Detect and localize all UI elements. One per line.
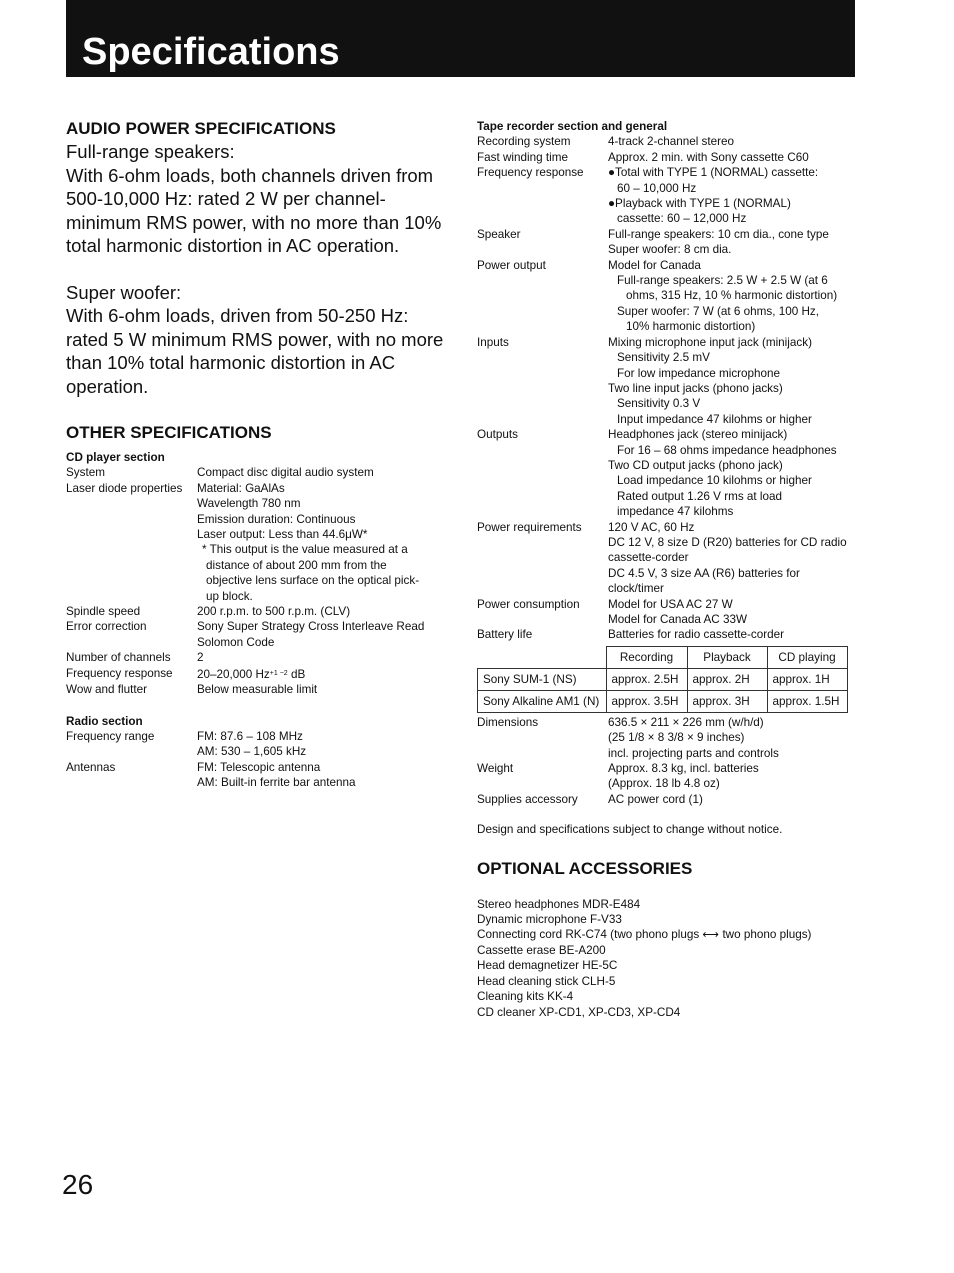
spec-row	[477, 792, 857, 807]
spec-label: Laser diode properties	[66, 481, 183, 495]
spec-value: impedance 47 kilohms	[617, 505, 734, 519]
spec-value: 120 V AC, 60 Hz	[608, 520, 695, 534]
spec-label: Dimensions	[477, 715, 539, 729]
spec-row	[66, 729, 446, 760]
spec-value: Batteries for radio cassette-corder	[608, 628, 785, 642]
spec-value: Model for Canada AC 33W	[608, 613, 748, 626]
spec-value: incl. projecting parts and controls	[608, 746, 779, 760]
spec-value: Super woofer: 8 cm dia.	[608, 243, 732, 257]
spec-value: AM: 530 – 1,605 kHz	[197, 745, 307, 759]
spec-row	[477, 258, 857, 335]
spec-label: System	[66, 466, 105, 480]
spec-value: Sensitivity 0.3 V	[617, 397, 701, 411]
cd-section-title: CD player section	[66, 451, 165, 464]
table-header-cell: Playback	[687, 646, 767, 668]
tape-section-title: Tape recorder section and general	[477, 120, 668, 133]
spec-label: Frequency response	[477, 166, 584, 180]
spec-value: Two line input jacks (phono jacks)	[608, 381, 783, 395]
spec-label: Error correction	[66, 620, 147, 634]
table-cell: approx. 2H	[687, 668, 767, 690]
spec-value: ●Total with TYPE 1 (NORMAL) cassette:	[608, 166, 819, 180]
spec-row	[477, 520, 857, 597]
title-bar	[66, 0, 855, 77]
spec-row	[66, 650, 446, 665]
table-cell: approx. 3.5H	[606, 690, 687, 712]
spec-value: Model for USA AC 27 W	[608, 597, 733, 611]
spec-value: Approx. 2 min. with Sony cassette C60	[608, 150, 809, 164]
list-item: Head demagnetizer HE-5C	[477, 959, 618, 973]
change-notice: Design and specifications subject to change without notice.	[477, 823, 783, 837]
spec-value: DC 12 V, 8 size D (R20) batteries for CD radio	[608, 535, 847, 549]
spec-value: AM: Built-in ferrite bar antenna	[197, 776, 356, 790]
spec-value: FM: 87.6 – 108 MHz	[197, 729, 303, 743]
table-cell: approx. 1H	[767, 668, 847, 690]
spec-value: Full-range speakers: 10 cm dia., cone type	[608, 227, 829, 241]
spec-row	[477, 134, 857, 149]
spec-value: Mixing microphone input jack (minijack)	[608, 335, 812, 349]
spec-value: 20–20,000 Hz	[197, 667, 270, 681]
spec-value: 4-track 2-channel stereo	[608, 135, 735, 149]
spec-label: Fast winding time	[477, 150, 568, 164]
spec-label: Recording system	[477, 135, 571, 149]
full-range-text: With 6-ohm loads, both channels driven from 500-10,000 Hz: rated 2 W per channel-minimum RMS power, with no more than 10% total harmonic distortion in AC operation.	[66, 164, 442, 256]
laser-footnote: * This output is the value measured at a distance of about 200 mm from the objective lens surface on the optical pick-up block.	[202, 543, 420, 603]
list-item: CD cleaner XP-CD1, XP-CD3, XP-CD4	[477, 1005, 681, 1019]
left-column	[66, 118, 446, 791]
spec-value: For low impedance microphone	[617, 366, 781, 380]
spec-label: Battery life	[477, 628, 533, 642]
spec-label: Outputs	[477, 428, 518, 442]
spec-value: Super woofer: 7 W (at 6 ohms, 100 Hz,	[617, 304, 820, 318]
spec-row	[477, 165, 857, 227]
spec-row	[477, 150, 857, 165]
table-header-cell: Recording	[606, 646, 687, 668]
optional-accessories-heading: OPTIONAL ACCESSORIES	[477, 858, 693, 878]
spec-value: DC 4.5 V, 3 size AA (R6) batteries for	[608, 566, 800, 580]
spec-row	[66, 682, 446, 697]
spec-value: Sensitivity 2.5 mV	[617, 351, 710, 365]
table-cell: approx. 2.5H	[606, 668, 687, 690]
spec-value: Full-range speakers: 2.5 W + 2.5 W (at 6	[617, 274, 828, 288]
other-specs-heading: OTHER SPECIFICATIONS	[66, 423, 272, 442]
audio-power-body	[66, 140, 446, 398]
spec-value: 200 r.p.m. to 500 r.p.m. (CLV)	[197, 605, 351, 619]
tolerance: +1 −2	[269, 669, 288, 677]
page-title: Specifications	[82, 31, 340, 73]
spec-row	[66, 465, 446, 480]
spec-value: (25 1/8 × 8 3/8 × 9 inches)	[608, 731, 745, 745]
spec-value: Rated output 1.26 V rms at load	[617, 489, 783, 503]
spec-value: Headphones jack (stereo minijack)	[608, 428, 788, 442]
table-row	[478, 668, 848, 690]
spec-value: Approx. 8.3 kg, incl. batteries	[608, 762, 759, 776]
spec-value: Input impedance 47 kilohms or higher	[617, 412, 812, 426]
spec-value: Material: GaAlAs	[197, 481, 285, 495]
spec-label: Antennas	[66, 760, 116, 774]
spec-value: Model for Canada	[608, 258, 701, 272]
spec-row	[66, 604, 446, 619]
page-number: 26	[62, 1169, 94, 1200]
spec-value: Load impedance 10 kilohms or higher	[617, 474, 812, 488]
audio-power-heading: AUDIO POWER SPECIFICATIONS	[66, 119, 336, 138]
table-cell: approx. 3H	[687, 690, 767, 712]
spec-value: For 16 – 68 ohms impedance headphones	[617, 443, 837, 457]
woofer-text: With 6-ohm loads, driven from 50-250 Hz: rated 5 W minimum RMS power, with no more than 10% total harmonic distortion in AC operation.	[66, 305, 444, 397]
spec-value: Two CD output jacks (phono jack)	[608, 458, 783, 472]
full-range-label: Full-range speakers:	[66, 141, 235, 162]
spec-label: Frequency range	[66, 729, 155, 743]
battery-life-table	[477, 646, 848, 713]
spec-label: Weight	[477, 762, 514, 776]
spec-value: cassette: 60 – 12,000 Hz	[617, 212, 747, 226]
spec-label: Inputs	[477, 335, 509, 349]
woofer-label: Super woofer:	[66, 281, 182, 303]
spec-label: Power requirements	[477, 520, 582, 534]
spec-label: Supplies accessory	[477, 792, 578, 806]
spec-value: 2	[197, 651, 204, 665]
list-item: Cassette erase BE-A200	[477, 943, 606, 957]
spec-value: ohms, 315 Hz, 10 % harmonic distortion)	[626, 289, 838, 303]
spec-label: Number of channels	[66, 651, 171, 665]
spec-label: Power output	[477, 258, 546, 272]
spec-row	[477, 627, 857, 642]
accessory-list	[477, 897, 857, 1020]
spec-row	[66, 666, 446, 682]
spec-value: Wavelength 780 nm	[197, 497, 301, 511]
spec-row	[477, 335, 857, 427]
spec-row	[477, 597, 857, 628]
spec-value: Compact disc digital audio system	[197, 466, 374, 480]
list-item: Stereo headphones MDR-E484	[477, 897, 641, 911]
table-cell: Sony SUM-1 (NS)	[478, 668, 607, 690]
spec-row	[477, 715, 857, 761]
radio-section-title: Radio section	[66, 714, 143, 728]
list-item: Cleaning kits KK-4	[477, 990, 574, 1004]
spec-label: Spindle speed	[66, 605, 141, 619]
table-header-row	[478, 646, 848, 668]
table-header-cell	[478, 646, 607, 668]
spec-label: Power consumption	[477, 597, 580, 611]
spec-value: Below measurable limit	[197, 683, 318, 697]
spec-label: Wow and flutter	[66, 683, 147, 697]
table-row	[478, 690, 848, 712]
spec-row	[66, 481, 446, 604]
spec-row	[66, 760, 446, 791]
spec-value: 636.5 × 211 × 226 mm (w/h/d)	[608, 715, 764, 729]
spec-value: Sony Super Strategy Cross Interleave Read Solomon Code	[197, 620, 425, 649]
spec-value: AC power cord (1)	[608, 792, 703, 806]
spec-unit: dB	[290, 667, 306, 681]
list-item: Head cleaning stick CLH-5	[477, 974, 616, 988]
cd-section	[66, 450, 446, 791]
list-item: Dynamic microphone F-V33	[477, 913, 622, 927]
table-header-cell: CD playing	[767, 646, 847, 668]
table-cell: Sony Alkaline AM1 (N)	[478, 690, 607, 712]
spec-label: Speaker	[477, 227, 521, 241]
spec-value: cassette-corder	[608, 551, 689, 565]
spec-value: FM: Telescopic antenna	[197, 760, 321, 774]
spec-row	[477, 427, 857, 519]
spec-value: (Approx. 18 lb 4.8 oz)	[608, 777, 720, 791]
spec-row	[66, 619, 446, 650]
spec-row	[477, 761, 857, 792]
table-cell: approx. 1.5H	[767, 690, 847, 712]
list-item: Connecting cord RK-C74 (two phono plugs ⟷ two phono plugs)	[477, 928, 812, 942]
spec-value: ●Playback with TYPE 1 (NORMAL)	[608, 197, 791, 211]
spec-value: 10% harmonic distortion)	[626, 320, 756, 334]
right-column	[477, 119, 857, 1020]
spec-value: Emission duration: Continuous	[197, 512, 356, 526]
spec-row	[477, 227, 857, 258]
spec-value: 60 – 10,000 Hz	[617, 181, 697, 195]
spec-label: Frequency response	[66, 666, 173, 680]
spec-value: Laser output: Less than 44.6μW*	[197, 528, 368, 542]
spec-value: clock/timer	[608, 582, 664, 596]
